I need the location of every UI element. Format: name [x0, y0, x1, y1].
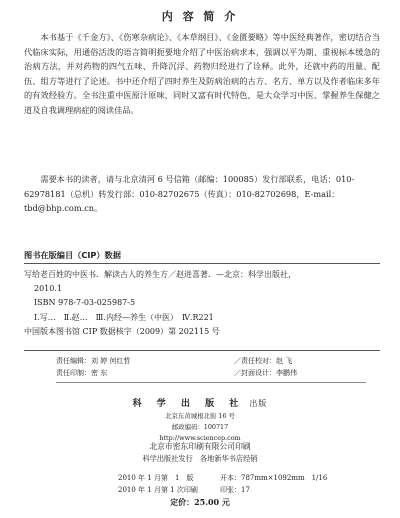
printing-info: 2010 年 1 月第 1 次印刷 — [118, 486, 198, 494]
contact-paragraph: 需要本书的读者，请与北京清河 6 号信箱（邮编：100085）发行部联系，电话：010-62978181（总机）转发行部：010-82702675（传真）：010-82702698，E-mail：tbd@bhp.com.cn。 — [24, 174, 355, 214]
printer-block — [0, 441, 400, 465]
print-manager-credit: 责任印制：密 东 — [56, 369, 108, 377]
publisher-postcode: 邮政编码：100717 — [171, 423, 229, 431]
cip-line: 2010.1 — [34, 284, 62, 294]
cover-design-credit: ／封面设计：李鹏伟 — [234, 369, 297, 377]
cip-line: 写给老百姓的中医书．解读古人的养生方／赵进喜著．—北京：科学出版社， — [24, 270, 296, 279]
publisher-block — [0, 391, 400, 444]
cip-top-rule — [24, 263, 380, 264]
proofreader-credit: ／责任校对：赵 飞 — [234, 357, 293, 365]
printer-name: 北京市密东印刷有限公司印刷 — [149, 442, 251, 451]
cip-block — [24, 268, 380, 339]
edition-block — [0, 472, 400, 508]
editor-credit: 责任编辑：刘 婷 何红哲 — [56, 357, 131, 365]
credits-rule — [56, 382, 366, 383]
publisher-address: 北京东黄城根北街 16 号 — [165, 412, 235, 420]
publisher-website: http://www.sciencep.com — [159, 434, 241, 442]
cip-line: ISBN 978-7-03-025987-5 — [34, 298, 136, 308]
edition-info: 2010 年 1 月第 1 版 — [118, 474, 194, 482]
price: 定价：25.00 元 — [170, 497, 230, 507]
publisher-name: 科 学 出 版 社 — [132, 399, 245, 409]
cip-line: 中国版本图书馆 CIP 数据核字（2009）第 202115 号 — [24, 326, 220, 336]
cip-header: 图书在版编目（CIP）数据 — [24, 250, 121, 260]
format-info: 开本：787mm×1092mm 1/16 — [220, 474, 328, 482]
cip-bottom-rule — [24, 350, 380, 351]
page-title: 内 容 简 介 — [161, 10, 239, 23]
credits-block — [56, 356, 366, 383]
distribution-line: 科学出版社发行 各地新华书店经销 — [142, 454, 258, 463]
cip-line: Ⅰ.写… Ⅱ.赵… Ⅲ.内经—养生（中医） Ⅳ.R221 — [34, 312, 214, 322]
sheets-info: 印张：17 — [220, 486, 250, 494]
intro-paragraph: 本书基于《千金方》、《伤寒杂病论》、《本草纲目》、《金匮要略》等中医经典著作，密切结合当代临床实际，用通俗活泼的语言简明扼要地介绍了中医治病求本，强调以平为期、重视标本缓急的治病方法，并对药物的四气五味、升降沉浮、药物归经进行了诠释。此外，还就中药的用量、配伍、组方等进行了论述。书中还介绍了四时养生及防病治病的古方、名方、单方以及作者临床多年的有效经验方。全书注重中医原汁原味，同时又富有时代特色，是大众学习中医、掌握养生保健之道及自我调理病症的阅读佳品。 — [24, 32, 380, 115]
publisher-suffix: 出版 — [249, 399, 268, 408]
